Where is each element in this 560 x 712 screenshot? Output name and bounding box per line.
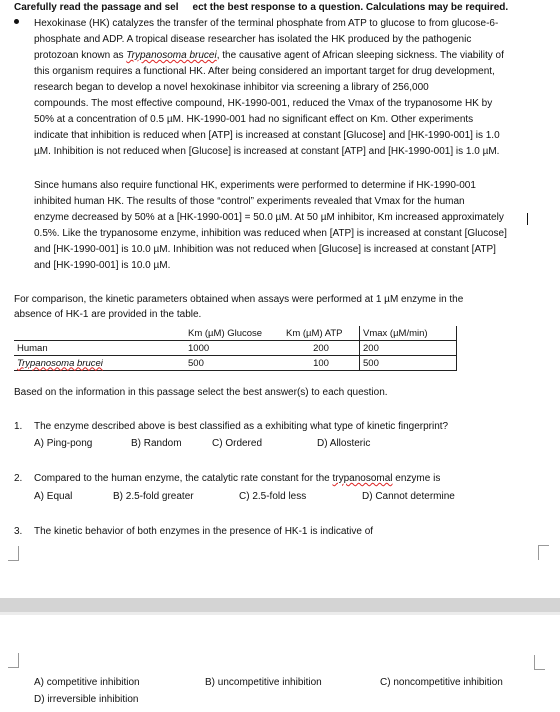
p1-line: 50% at a concentration of 0.5 µM. HK-1990-001 had no significant effect on Km. Other experiments <box>34 114 474 125</box>
questions-prompt: Based on the information in this passage select the best answer(s) to each question. <box>14 387 388 398</box>
question-number: 3. <box>14 526 23 537</box>
species-name: Trypanosoma brucei <box>126 50 217 61</box>
question-text-part: enzyme is <box>392 473 441 484</box>
p1-line: phosphate and ADP. A tropical disease researcher has isolated the HK produced by the pathogenic <box>34 34 472 45</box>
table-cell: 200 <box>283 341 360 356</box>
page-margin-marker <box>8 546 19 561</box>
question-number: 1. <box>14 421 23 432</box>
p1-line: indicate that inhibition is reduced when [ATP] is increased at constant [Glucose] and [HK-1990-001] is 1.0 <box>34 130 500 141</box>
instructions-part2: ect the best response to a question. Calculations may be required. <box>192 2 509 13</box>
p1-line: Hexokinase (HK) catalyzes the transfer of the terminal phosphate from ATP to glucose to from glucose-6- <box>34 18 499 29</box>
bullet-icon <box>14 19 19 24</box>
answer-option[interactable]: B) 2.5-fold greater <box>113 491 194 502</box>
page-break <box>0 598 560 612</box>
answer-option[interactable]: D) Allosteric <box>317 438 371 449</box>
table-cell: 500 <box>185 356 283 371</box>
p2-line: and [HK-1990-001] is 10.0 µM. Inhibition was not reduced when [Glucose] is increased at constant [ATP] <box>34 244 496 255</box>
page-margin-marker <box>534 655 545 670</box>
table-header-cell: Vmax (µM/min) <box>360 326 457 341</box>
text-cursor <box>527 213 528 225</box>
answer-option[interactable]: A) Equal <box>34 491 73 502</box>
table-header-row <box>14 326 457 341</box>
question-text-part: Compared to the human enzyme, the catalytic rate constant for the <box>34 473 333 484</box>
p1-line: this organism requires a functional HK. After being considered an important target for drug development, <box>34 66 495 77</box>
instructions-part1: Carefully read the passage and sel <box>14 2 179 13</box>
question-text: The enzyme described above is best classified as a exhibiting what type of kinetic fingerprint? <box>34 421 449 432</box>
p2-line: 0.5%. Like the trypanosome enzyme, inhibition was reduced when [ATP] is increased at constant [Glucose] <box>34 228 507 239</box>
page-margin-marker <box>538 545 549 560</box>
p3-line: For comparison, the kinetic parameters obtained when assays were performed at 1 µM enzyme in the <box>14 294 464 305</box>
answer-option[interactable]: D) irreversible inhibition <box>34 694 139 705</box>
table-header-cell: Km (µM) Glucose <box>185 326 283 341</box>
answer-option[interactable]: C) 2.5-fold less <box>239 491 307 502</box>
page-break-shadow <box>0 612 560 615</box>
species-name: Trypanosoma brucei <box>17 357 103 369</box>
table-cell <box>14 356 185 371</box>
table-cell: 500 <box>360 356 457 371</box>
answer-option[interactable]: B) uncompetitive inhibition <box>205 677 322 688</box>
p3-line: absence of HK-1 are provided in the table. <box>14 309 202 320</box>
table-cell: Human <box>14 341 185 356</box>
page-margin-marker <box>8 653 19 668</box>
table-cell: 1000 <box>185 341 283 356</box>
answer-option[interactable]: C) Ordered <box>212 438 263 449</box>
p2-line: Since humans also require functional HK, experiments were performed to determine if HK-1990-001 <box>34 180 476 191</box>
table-row <box>14 341 457 356</box>
question-text <box>34 471 440 487</box>
answer-option[interactable]: C) noncompetitive inhibition <box>380 677 503 688</box>
p2-line: inhibited human HK. The results of those “control” experiments revealed that Vmax for the human <box>34 196 465 207</box>
p1-text: , the causative agent of African sleeping sickness. The viability of <box>216 50 504 61</box>
question-number: 2. <box>14 473 23 484</box>
instructions <box>14 0 508 16</box>
kinetic-parameters-table <box>14 326 457 371</box>
table-cell: 100 <box>283 356 360 371</box>
question-text-part: trypanosomal <box>332 473 393 484</box>
table-header-cell: Km (µM) ATP <box>283 326 360 341</box>
p1-text: protozoan known as <box>34 50 127 61</box>
answer-option[interactable]: A) competitive inhibition <box>34 677 140 688</box>
table-row <box>14 356 457 371</box>
answer-option[interactable]: D) Cannot determine <box>362 491 455 502</box>
p1-line: research began to develop a novel hexokinase inhibitor via screening a library of 256,000 <box>34 82 429 93</box>
table-cell: 200 <box>360 341 457 356</box>
p2-line: enzyme decreased by 50% at a [HK-1990-001] = 50.0 µM. At 50 µM inhibitor, Km increased approximately <box>34 212 504 223</box>
p1-line: µM. Inhibition is not reduced when [Glucose] is increased at constant [ATP] and [HK-1990-001] is 1.0 µM. <box>34 146 500 157</box>
p1-line: compounds. The most effective compound, HK-1990-001, reduced the Vmax of the trypanosome HK by <box>34 98 493 109</box>
answer-option[interactable]: A) Ping-pong <box>34 438 93 449</box>
question-text: The kinetic behavior of both enzymes in the presence of HK-1 is indicative of <box>34 526 374 537</box>
table-header-cell <box>14 326 185 341</box>
p1-line <box>34 48 504 64</box>
answer-option[interactable]: B) Random <box>131 438 182 449</box>
p2-line: and [HK-1990-001] is 10.0 µM. <box>34 260 171 271</box>
